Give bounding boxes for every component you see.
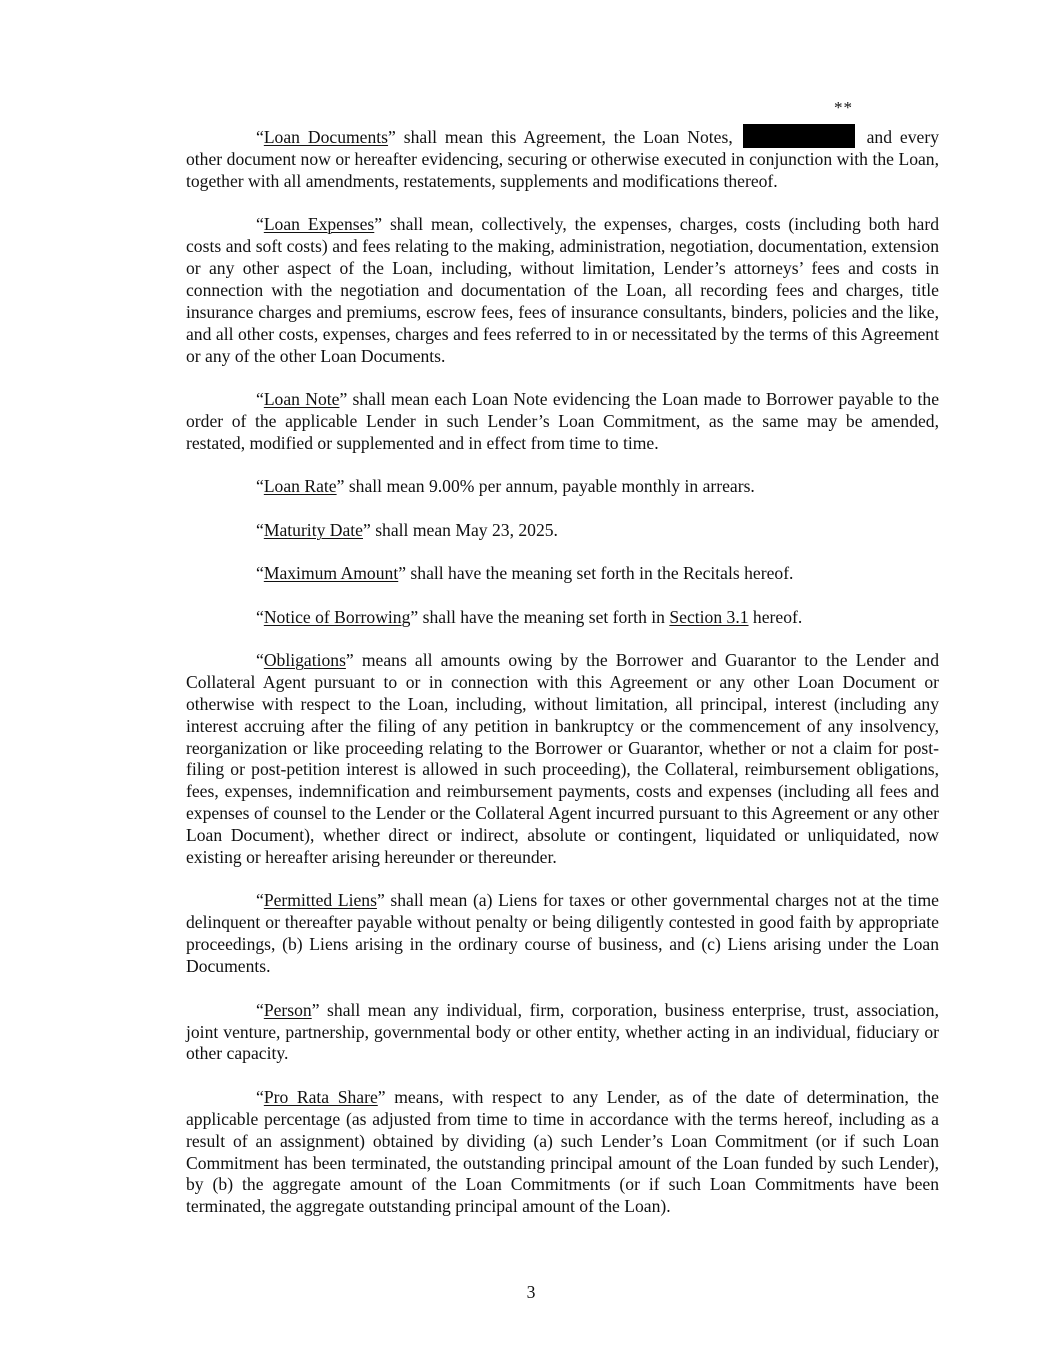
open-quote: “ <box>256 563 264 584</box>
definition-text: shall mean May 23, 2025. <box>370 519 558 540</box>
open-quote: “ <box>256 890 264 911</box>
definition-text: shall mean any individual, firm, corporation, business enterprise, trust, association, joint venture, partnership, governmental body or other entity, whether acting in an individual, fiduciary or other capacity. <box>186 999 939 1064</box>
defined-term: Loan Note <box>263 389 340 410</box>
open-quote: “ <box>256 999 264 1020</box>
definition-text: means all amounts owing by the Borrower and Guarantor to the Lender and Collateral Agent pursuant to or in connection with this Agreement or any other Loan Document or otherwise with respect to the Loan, including, without limitation, all principal, interest (including any interest accruing after the filing of any petition in bankruptcy or the commencement of any insolvency, reorganization or like proceeding relating to the Borrower or Guarantor, whether or not a claim for post-filing or post-petition interest is allowed in such proceeding), the Collateral, reimbursement obligations, fees, expenses, indemnification and reimbursement payments, costs and expenses (including all fees and expenses of counsel to the Lender or the Collateral Agent incurred pursuant to this Agreement or any other Loan Document), whether direct or indirect, absolute or contingent, liquidated or unliquidated, now existing or hereafter arising hereunder or thereunder. <box>186 649 939 868</box>
close-quote: ” <box>388 127 396 147</box>
definition-obligations <box>186 650 939 869</box>
defined-term: Pro Rata Share <box>263 1086 378 1107</box>
definition-pro-rata-share <box>186 1087 939 1218</box>
definition-text: hereof. <box>748 606 803 627</box>
close-quote: ” <box>410 606 419 627</box>
definition-text: shall mean this Agreement, the Loan Notes, <box>395 127 741 147</box>
definition-text: shall mean 9.00% per annum, payable monthly in arrears. <box>344 476 755 497</box>
open-quote: “ <box>256 127 264 147</box>
definition-maximum-amount <box>186 563 939 585</box>
definition-loan-rate <box>186 476 939 498</box>
defined-term: Maximum Amount <box>263 563 399 584</box>
close-quote: ” <box>376 890 385 911</box>
definition-loan-note <box>186 389 939 455</box>
defined-term: Obligations <box>263 649 346 670</box>
definition-loan-expenses <box>186 214 939 367</box>
defined-term: Loan Rate <box>263 476 337 497</box>
definition-text: shall mean (a) Liens for taxes or other governmental charges not at the time delinquent or thereafter payable without penalty or being diligently contested in good faith by appropriate proceedings, (b) Liens arising in the ordinary course of business, and (c) Liens arising under the Loan Documents. <box>186 890 939 977</box>
page-number: 3 <box>526 1282 536 1302</box>
open-quote: “ <box>256 476 264 497</box>
definition-text: shall have the meaning set forth in <box>418 606 670 627</box>
close-quote: ” <box>377 1086 386 1107</box>
definitions-section <box>186 124 939 1240</box>
close-quote: ” <box>336 476 345 497</box>
defined-term: Maturity Date <box>263 519 363 540</box>
close-quote: ” <box>363 519 371 540</box>
defined-term: Permitted Liens <box>263 890 377 911</box>
definition-permitted-liens <box>186 890 939 978</box>
open-quote: “ <box>256 1086 264 1107</box>
definition-person <box>186 1000 939 1066</box>
definition-notice-of-borrowing <box>186 607 939 629</box>
redaction-block <box>743 124 855 148</box>
definition-text: and every other document now or hereafter evidencing, securing or otherwise executed in conjunction with the Loan, together with all amendments, restatements, supplements and modifications thereof. <box>186 127 939 191</box>
definition-text: shall mean, collectively, the expenses, charges, costs (including both hard costs and soft costs) and fees relating to the making, administration, negotiation, documentation, extension or any other aspect of the Loan, including, without limitation, Lender’s attorneys’ fees and costs in connection with the negotiation and documentation of the Loan, all recording fees and charges, title insurance charges and premiums, escrow fees, fees of insurance consultants, binders, policies and the like, and all other costs, expenses, charges and fees referred to in or necessitated by the terms of this Agreement or any of the other Loan Documents. <box>186 214 939 366</box>
close-quote: ” <box>339 389 348 410</box>
close-quote: ” <box>345 649 354 670</box>
definition-loan-documents <box>186 124 939 193</box>
defined-term: Loan Expenses <box>263 214 375 235</box>
open-quote: “ <box>256 649 264 670</box>
open-quote: “ <box>256 519 264 540</box>
definition-text: means, with respect to any Lender, as of the date of determination, the applicable percentage (as adjusted from time to time in accordance with the terms hereof, including as a result of an assignment) obtained by dividing (a) such Lender’s Loan Commitment (or if such Loan Commitment has been terminated, the outstanding principal amount of the Loan funded by such Lender), by (b) the aggregate amount of the Loan Commitments (or if such Loan Commitments have been terminated, the aggregate outstanding principal amount of the Loan). <box>186 1086 939 1217</box>
close-quote: ” <box>374 214 383 235</box>
open-quote: “ <box>256 214 264 235</box>
defined-term: Notice of Borrowing <box>263 606 411 627</box>
header-marker: ** <box>834 98 853 117</box>
open-quote: “ <box>256 389 264 410</box>
defined-term: Loan Documents <box>263 127 389 147</box>
open-quote: “ <box>256 606 264 627</box>
defined-term: Person <box>263 999 312 1020</box>
close-quote: ” <box>311 999 320 1020</box>
definition-text: shall mean each Loan Note evidencing the Loan made to Borrower payable to the order of the applicable Lender in such Lender’s Loan Commitment, as the same may be amended, restated, modified or supplemented and in effect from time to time. <box>186 389 940 453</box>
close-quote: ” <box>398 563 407 584</box>
section-reference-link[interactable]: Section 3.1 <box>669 606 749 627</box>
definition-text: shall have the meaning set forth in the Recitals hereof. <box>406 563 794 584</box>
definition-maturity-date <box>186 520 939 542</box>
